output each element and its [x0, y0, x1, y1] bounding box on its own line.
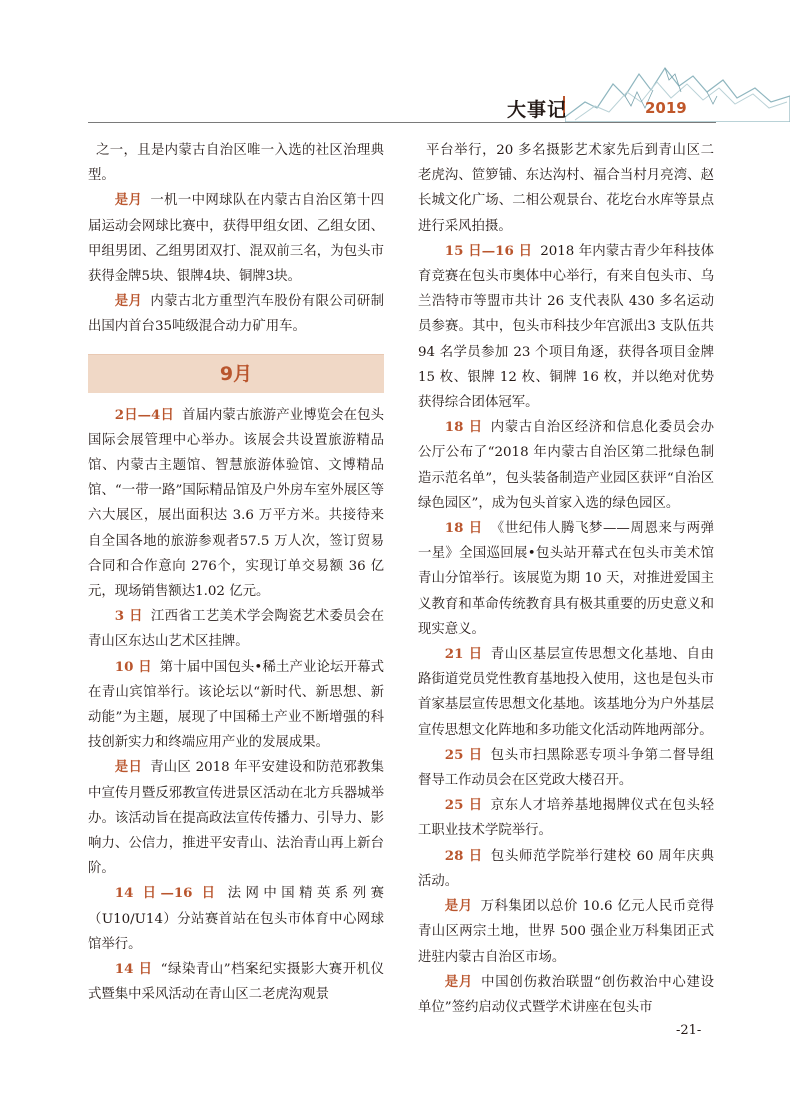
event-entry: [418, 415, 714, 516]
event-date: 是月: [444, 973, 474, 990]
event-date: 2日—4日: [114, 406, 174, 423]
event-entry: [418, 138, 714, 239]
event-entry: [418, 970, 714, 1020]
event-text: 青山区 2018 年平安建设和防范邪教集中宣传月暨反邪教宣传进景区活动在北方兵器城举办。该活动旨在提高政法宣传传播力、引导力、影响力、公信力，推进平安青山、法治青山再上新台阶。: [88, 760, 385, 877]
event-entry: [418, 793, 714, 843]
right-column: [418, 138, 714, 1020]
event-date: 21 日: [444, 646, 483, 663]
event-date: 是月: [114, 293, 143, 310]
event-text: 青山区基层宣传思想文化基地、自由路街道党员党性教育基地投入使用，这也是包头市首家基层宣传思想文化基地。该基地分为户外基层宣传思想文化阵地和多功能文化活动阵地两部分。: [418, 647, 715, 738]
event-entry: [418, 844, 714, 894]
event-entry: [418, 239, 714, 415]
event-date: 25 日: [444, 797, 483, 814]
event-text: 江西省工艺美术学会陶瓷艺术委员会在青山区东达山艺术区挂牌。: [88, 609, 385, 650]
event-text: 内蒙古自治区经济和信息化委员会办公厅公布了“2018 年内蒙古自治区第二批绿色制造示范名单”，包头装备制造产业园区获评“自治区绿色园区”，成为包头首家入选的绿色园区。: [418, 420, 715, 511]
event-date: 10 日: [114, 658, 152, 675]
month-heading: 9月: [88, 354, 384, 393]
event-text: “绿染青山”档案纪实摄影大赛开机仪式暨集中采风活动在青山区二老虎沟观景: [88, 962, 384, 1003]
event-date: 14 日—16 日: [114, 885, 220, 902]
event-entry: [418, 743, 714, 793]
event-text: 中国创伤救治联盟“创伤救治中心建设单位”签约启动仪式暨学术讲座在包头市: [418, 974, 714, 1015]
event-entry: [88, 604, 384, 654]
event-entry: [88, 289, 384, 339]
event-text: 法网中国精英系列赛（U10/U14）分站赛首站在包头市体育中心网球馆举行。: [88, 886, 385, 952]
event-text: 京东人才培养基地揭牌仪式在包头轻工职业技术学院举行。: [418, 798, 715, 839]
event-date: 3 日: [114, 608, 143, 625]
event-date: 15 日—16 日: [444, 242, 533, 259]
event-text: 首届内蒙古旅游产业博览会在包头国际会展管理中心举办。该展会共设置旅游精品馆、内蒙古主题馆、智慧旅游体验馆、文博精品馆、“一带一路”国际精品馆及户外房车室外展区等六大展区，展出面积达 3.6 万平方米。共接待来自全国各地的旅游参观者57.5 万人次，签订贸易合同和合作意向 276个，实现订单交易额 36 亿元，现场销售额达1.02 亿元。: [88, 407, 384, 600]
event-entry: [88, 957, 384, 1007]
event-text: 内蒙古北方重型汽车股份有限公司研制出国内首台35吨级混合动力矿用车。: [88, 294, 384, 335]
event-text: 万科集团以总价 10.6 亿元人民币竞得青山区两宗土地，世界 500 强企业万科集团正式进驻内蒙古自治区市场。: [418, 899, 715, 965]
header-year: 2019: [645, 99, 687, 117]
event-entry: [88, 188, 384, 289]
event-date: 是日: [114, 759, 143, 776]
event-entry: [418, 516, 714, 642]
event-date: 25 日: [444, 746, 483, 763]
event-date: 14 日: [114, 961, 153, 978]
event-text: 第十届中国包头•稀土产业论坛开幕式在青山宾馆举行。该论坛以“新时代、新思想、新动能”为主题，展现了中国稀土产业不断增强的科技创新实力和终端应用产业的发展成果。: [88, 659, 384, 751]
event-entry: [418, 642, 714, 743]
event-entry: [88, 403, 384, 605]
event-date: 是月: [114, 192, 143, 209]
event-entry: [418, 894, 714, 970]
left-column: [88, 138, 384, 1008]
event-date: 18 日: [444, 419, 483, 436]
event-date: 是月: [444, 898, 473, 915]
event-date: 28 日: [444, 847, 483, 864]
event-text: 2018 年内蒙古青少年科技体育竞赛在包头市奥体中心举行，有来自包头市、乌兰浩特市等盟市共计 26 支代表队 430 多名运动员参赛。其中，包头市科技少年宫派出3 支队伍共 94 名学员参加 23 个项目角逐，获得各项目金牌 15 枚、银牌 12 枚、铜牌 16 枚，并以绝对优势获得综合团体冠军。: [418, 243, 714, 411]
event-text: 《世纪伟人腾飞梦——周恩来与两弹一星》全国巡回展•包头站开幕式在包头市美术馆青山分馆举行。该展览为期 10 天，对推进爱国主义教育和革命传统教育具有极其重要的历史意义和现实意义。: [418, 521, 715, 637]
event-text: 平台举行，20 多名摄影艺术家先后到青山区二老虎沟、笸箩铺、东达沟村、福合当村月亮湾、赵长城文化广场、二相公观景台、花圪台水库等景点进行采风拍摄。: [418, 143, 714, 234]
event-text: 包头师范学院举行建校 60 周年庆典活动。: [418, 848, 715, 889]
event-text: 一机一中网球队在内蒙古自治区第十四届运动会网球比赛中，获得甲组女团、乙组女团、甲组男团、乙组男团双打、混双前三名，为包头市获得金牌5块、银牌4块、铜牌3块。: [88, 193, 384, 285]
event-entry: [88, 138, 384, 188]
event-date: 18 日: [444, 520, 483, 537]
section-title: 大事记: [507, 99, 568, 121]
page-header: [0, 0, 804, 130]
event-entry: [88, 881, 384, 957]
page-number: -21-: [676, 1023, 702, 1038]
event-entry: [88, 755, 384, 881]
event-entry: [88, 655, 384, 756]
header-rule: [88, 122, 716, 123]
event-text: 包头市扫黑除恶专项斗争第二督导组督导工作动员会在区党政大楼召开。: [418, 747, 715, 789]
event-text: 之一，且是内蒙古自治区唯一入选的社区治理典型。: [88, 143, 384, 184]
